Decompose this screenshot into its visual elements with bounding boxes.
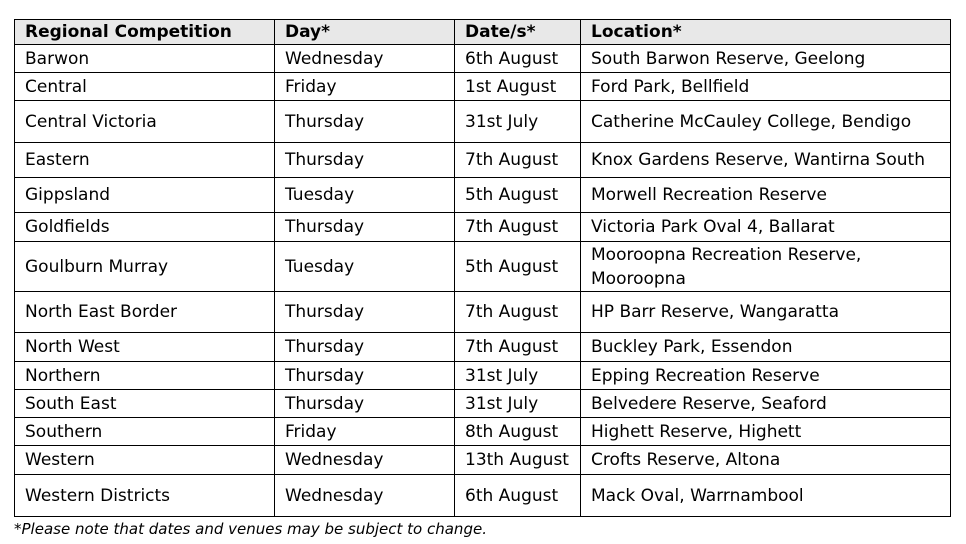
header-regional-competition: Regional Competition <box>15 20 275 45</box>
cell-date: 5th August <box>455 178 581 213</box>
table-row <box>15 362 951 390</box>
cell-location: Knox Gardens Reserve, Wantirna South <box>581 143 951 178</box>
cell-competition: Central <box>15 73 275 101</box>
cell-location: Belvedere Reserve, Seaford <box>581 390 951 418</box>
cell-date: 6th August <box>455 45 581 73</box>
cell-date: 7th August <box>455 143 581 178</box>
cell-day: Thursday <box>275 101 455 143</box>
table-row <box>15 242 951 292</box>
table-row <box>15 475 951 517</box>
cell-day: Friday <box>275 418 455 446</box>
cell-competition: North East Border <box>15 292 275 333</box>
header-day: Day* <box>275 20 455 45</box>
cell-date: 31st July <box>455 390 581 418</box>
cell-date: 7th August <box>455 292 581 333</box>
cell-location: Victoria Park Oval 4, Ballarat <box>581 213 951 242</box>
cell-day: Thursday <box>275 333 455 362</box>
cell-competition: Southern <box>15 418 275 446</box>
cell-day: Wednesday <box>275 446 455 475</box>
cell-location: South Barwon Reserve, Geelong <box>581 45 951 73</box>
cell-competition: Gippsland <box>15 178 275 213</box>
table-row <box>15 143 951 178</box>
cell-location: Catherine McCauley College, Bendigo <box>581 101 951 143</box>
table-row <box>15 101 951 143</box>
cell-date: 13th August <box>455 446 581 475</box>
table-row <box>15 390 951 418</box>
header-row <box>15 20 951 45</box>
cell-date: 6th August <box>455 475 581 517</box>
cell-location: Mack Oval, Warrnambool <box>581 475 951 517</box>
table-row <box>15 213 951 242</box>
cell-day: Thursday <box>275 292 455 333</box>
header-location: Location* <box>581 20 951 45</box>
cell-competition: Eastern <box>15 143 275 178</box>
header-dates: Date/s* <box>455 20 581 45</box>
table-row <box>15 178 951 213</box>
cell-day: Wednesday <box>275 45 455 73</box>
competition-table <box>14 19 951 517</box>
cell-date: 8th August <box>455 418 581 446</box>
cell-day: Thursday <box>275 362 455 390</box>
footnote: *Please note that dates and venues may be subject to change. <box>14 520 487 538</box>
table-row <box>15 418 951 446</box>
cell-competition: Barwon <box>15 45 275 73</box>
cell-competition: Goulburn Murray <box>15 242 275 292</box>
cell-date: 5th August <box>455 242 581 292</box>
cell-location: Mooroopna Recreation Reserve, Mooroopna <box>581 242 951 292</box>
cell-competition: South East <box>15 390 275 418</box>
cell-competition: Central Victoria <box>15 101 275 143</box>
table-row <box>15 73 951 101</box>
cell-day: Friday <box>275 73 455 101</box>
cell-day: Thursday <box>275 213 455 242</box>
cell-day: Wednesday <box>275 475 455 517</box>
table-row <box>15 446 951 475</box>
cell-competition: Western Districts <box>15 475 275 517</box>
cell-date: 1st August <box>455 73 581 101</box>
cell-day: Thursday <box>275 143 455 178</box>
cell-day: Thursday <box>275 390 455 418</box>
cell-location: Morwell Recreation Reserve <box>581 178 951 213</box>
cell-competition: Goldfields <box>15 213 275 242</box>
cell-date: 7th August <box>455 333 581 362</box>
cell-location: Epping Recreation Reserve <box>581 362 951 390</box>
cell-location: Buckley Park, Essendon <box>581 333 951 362</box>
cell-location: HP Barr Reserve, Wangaratta <box>581 292 951 333</box>
cell-date: 31st July <box>455 101 581 143</box>
cell-competition: Northern <box>15 362 275 390</box>
cell-location: Crofts Reserve, Altona <box>581 446 951 475</box>
cell-date: 7th August <box>455 213 581 242</box>
cell-location: Highett Reserve, Highett <box>581 418 951 446</box>
cell-competition: North West <box>15 333 275 362</box>
cell-competition: Western <box>15 446 275 475</box>
cell-day: Tuesday <box>275 178 455 213</box>
cell-location: Ford Park, Bellfield <box>581 73 951 101</box>
table-row <box>15 333 951 362</box>
cell-day: Tuesday <box>275 242 455 292</box>
cell-date: 31st July <box>455 362 581 390</box>
table-row <box>15 45 951 73</box>
table-row <box>15 292 951 333</box>
